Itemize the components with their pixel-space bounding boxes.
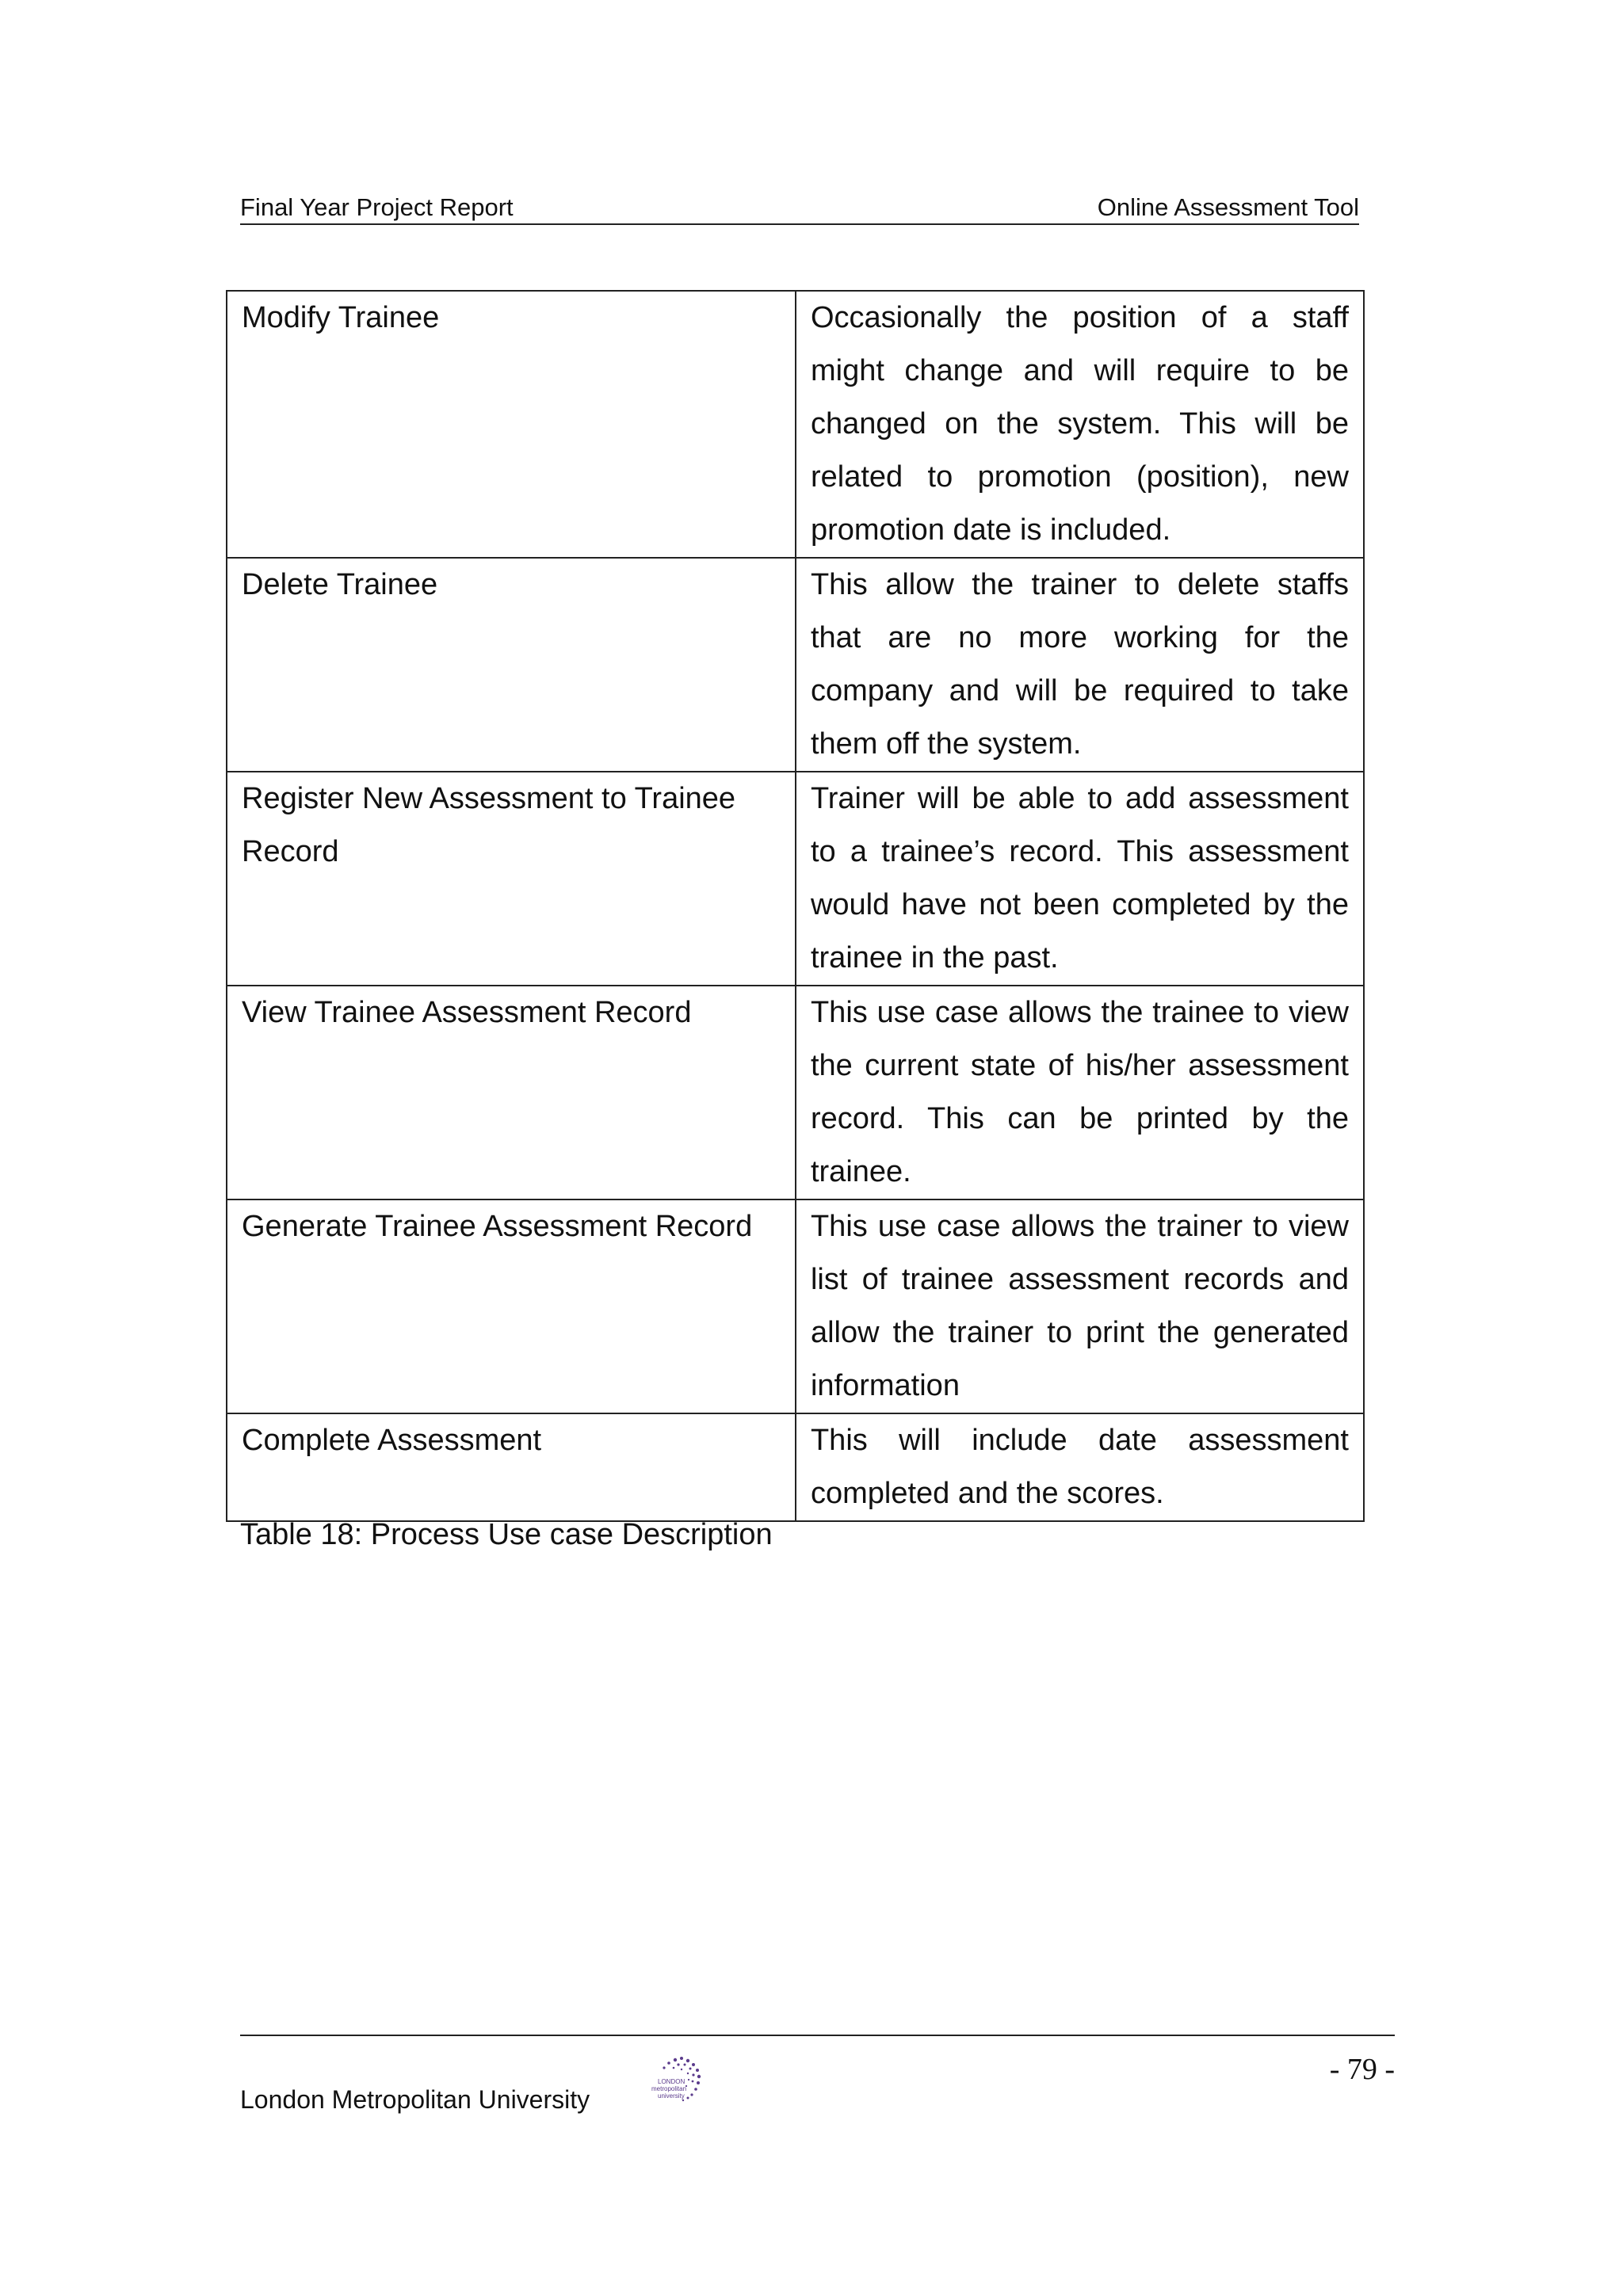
use-case-name: Complete Assessment bbox=[227, 1413, 796, 1521]
table-row bbox=[227, 291, 1364, 558]
logo-wordmark: LONDON bbox=[658, 2078, 685, 2085]
use-case-name: Register New Assessment to Trainee Record bbox=[227, 772, 796, 986]
table-row bbox=[227, 1199, 1364, 1413]
table-row bbox=[227, 772, 1364, 986]
footer-university: London Metropolitan University bbox=[240, 2085, 590, 2114]
table-caption: Table 18: Process Use case Description bbox=[240, 1518, 773, 1551]
use-case-description: Occasionally the position of a staff might change and will require to be changed on the system. This will be related to promotion (position), new promotion date is included. bbox=[796, 291, 1364, 558]
use-case-description: This use case allows the trainee to view the current state of his/her assessment record. This can be printed by the trainee. bbox=[796, 986, 1364, 1199]
use-case-name: Delete Trainee bbox=[227, 558, 796, 772]
table-row bbox=[227, 986, 1364, 1199]
university-logo-icon bbox=[617, 2054, 704, 2109]
logo-wordmark: metropolitan bbox=[651, 2085, 687, 2092]
use-case-table bbox=[226, 290, 1365, 1522]
use-case-name: Modify Trainee bbox=[227, 291, 796, 558]
use-case-description: This use case allows the trainer to view list of trainee assessment records and allow the trainer to print the generated information bbox=[796, 1199, 1364, 1413]
table-row bbox=[227, 1413, 1364, 1521]
use-case-name: Generate Trainee Assessment Record bbox=[227, 1199, 796, 1413]
header-project-title: Online Assessment Tool bbox=[1097, 193, 1359, 221]
page-header bbox=[240, 193, 1359, 225]
footer-divider bbox=[240, 2035, 1395, 2036]
logo-wordmark: university bbox=[658, 2092, 685, 2100]
table-row bbox=[227, 558, 1364, 772]
use-case-description: Trainer will be able to add assessment to a trainee’s record. This assessment would have not been completed by the trainee in the past. bbox=[796, 772, 1364, 986]
use-case-description: This allow the trainer to delete staffs that are no more working for the company and will be required to take them off the system. bbox=[796, 558, 1364, 772]
page-number: - 79 - bbox=[1329, 2053, 1395, 2086]
header-report-title: Final Year Project Report bbox=[240, 193, 514, 221]
use-case-description: This will include date assessment completed and the scores. bbox=[796, 1413, 1364, 1521]
use-case-name: View Trainee Assessment Record bbox=[227, 986, 796, 1199]
